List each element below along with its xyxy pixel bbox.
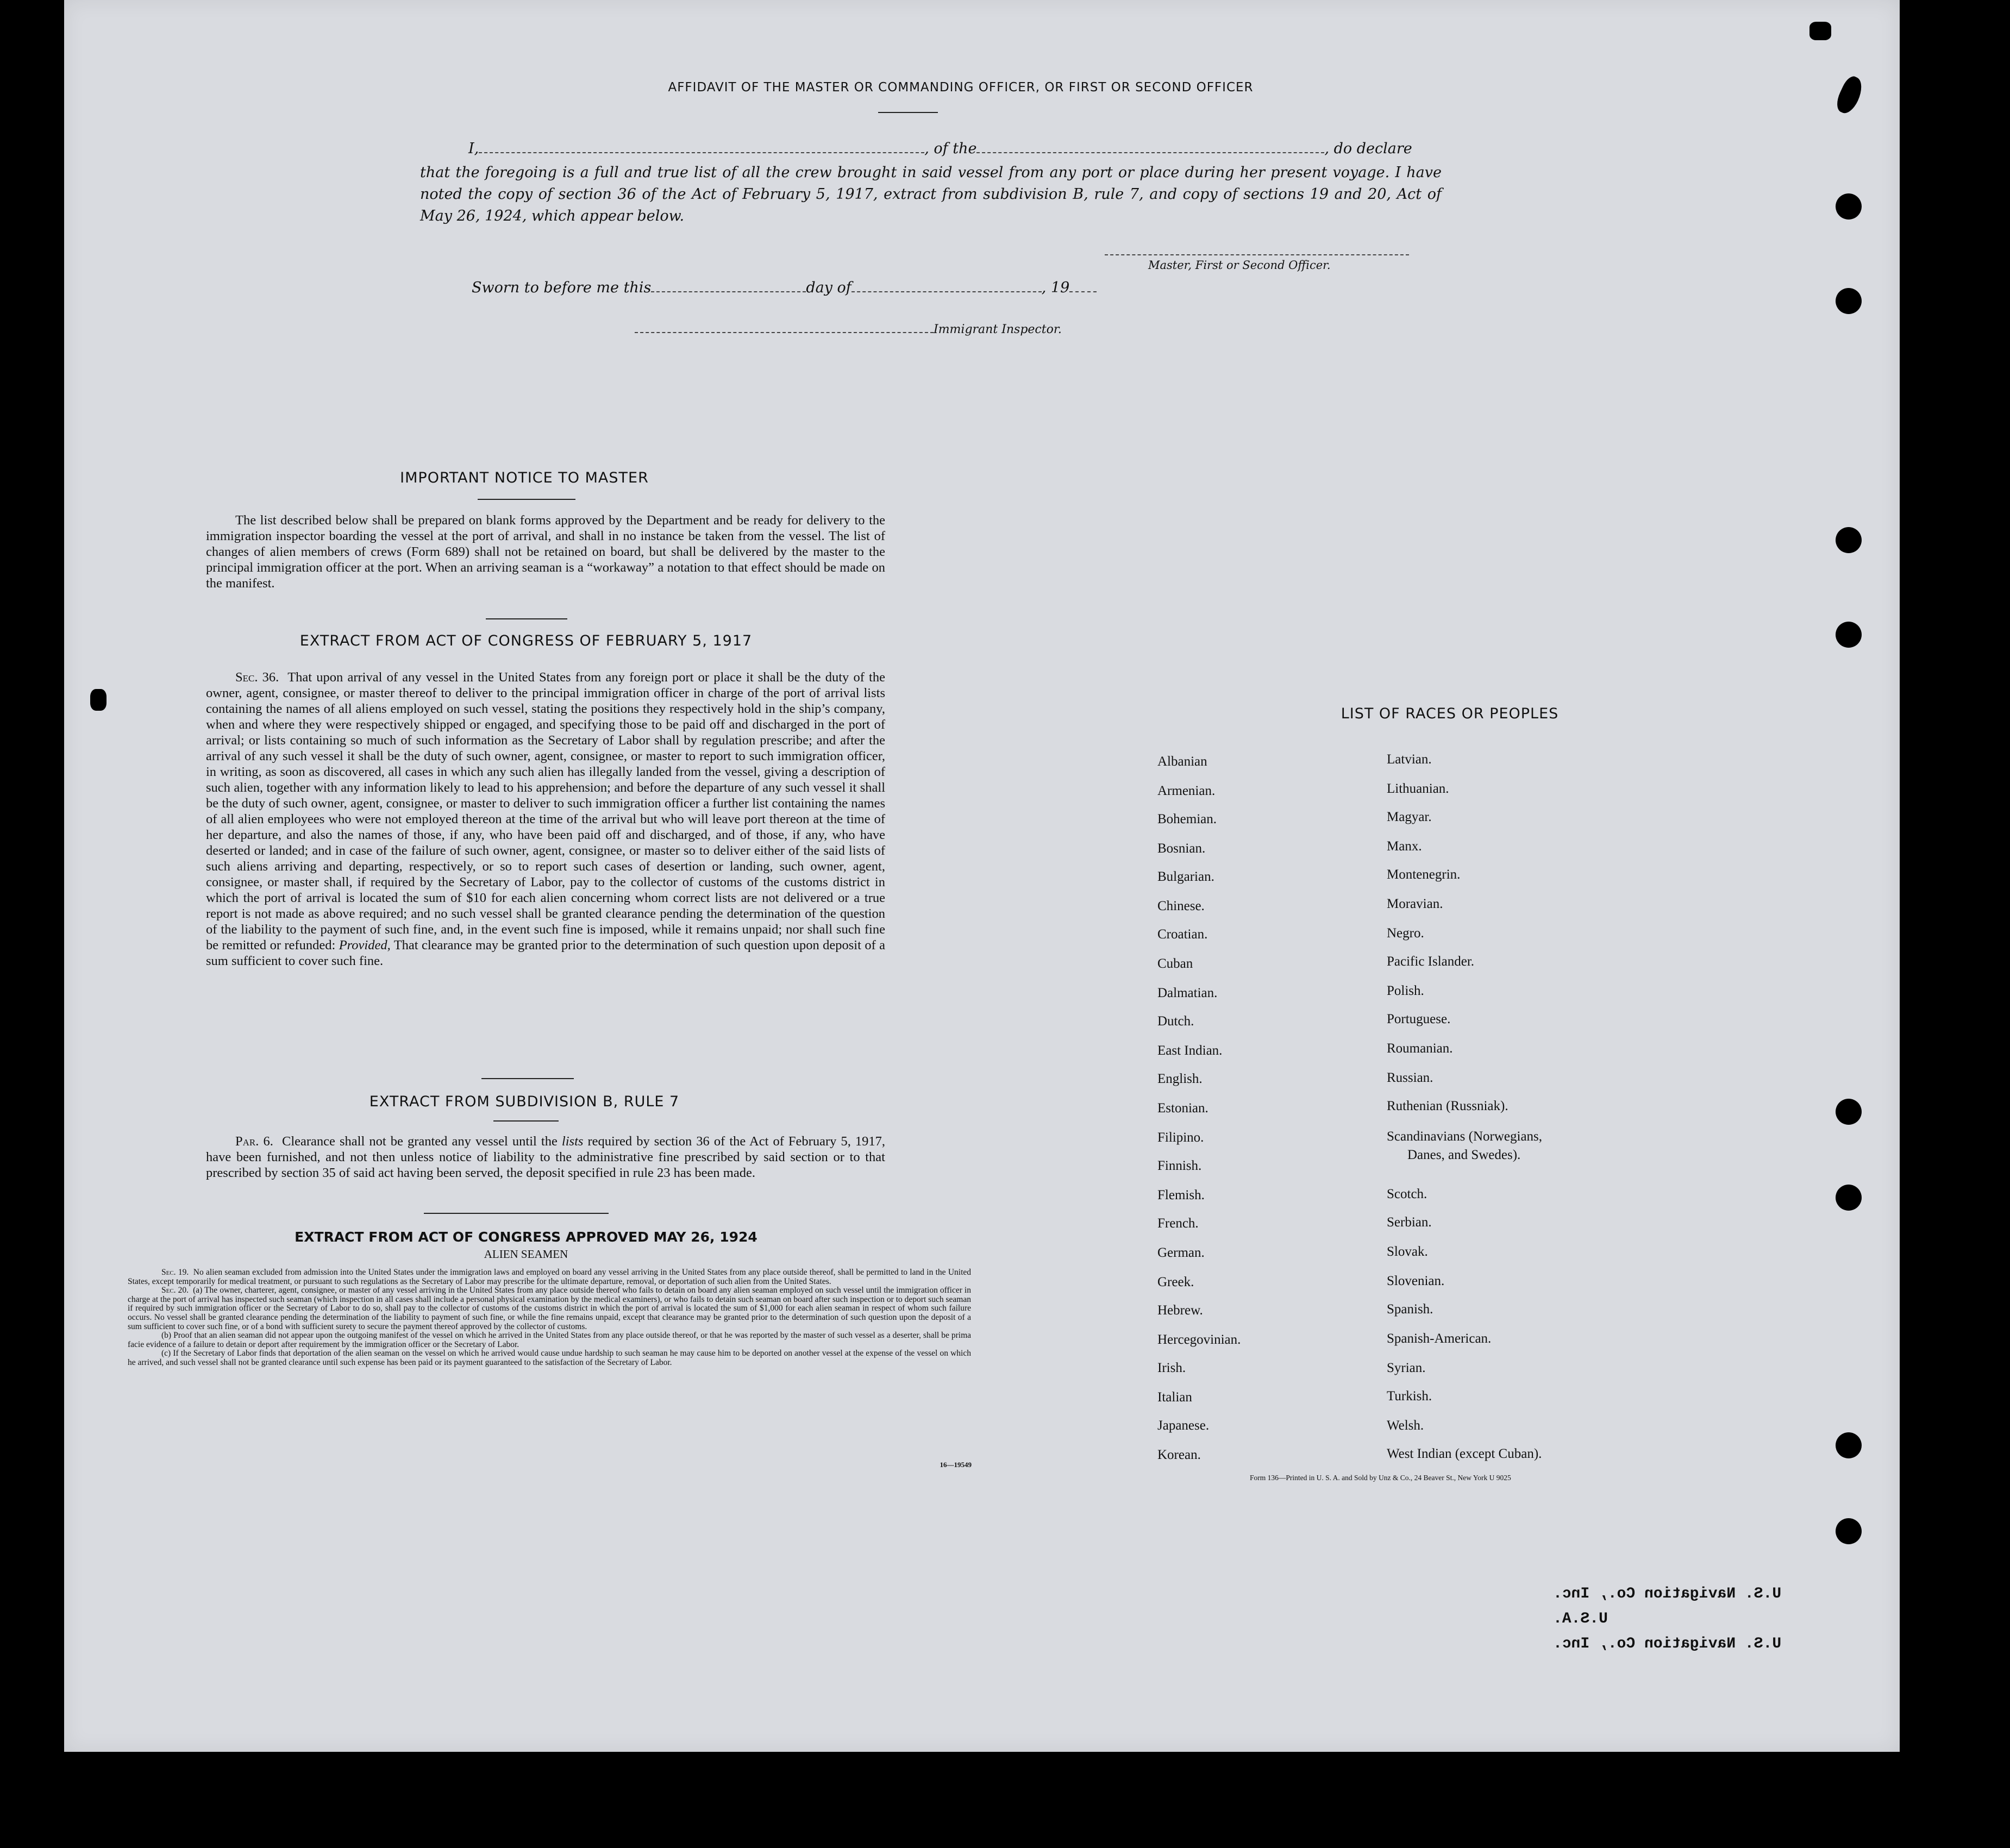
race-item: Chinese. [1157, 899, 1205, 913]
declaration-of-the: , of the [924, 140, 977, 157]
extract-1924-text [128, 1268, 971, 1368]
race-item: Estonian. [1157, 1101, 1208, 1116]
par-6-text-b: required by section 36 of the Act of February 5, 1917, have been furnished, and not then unless notice of liability to the administrative fine prescribed by said section or to that prescribed by section 35 of said act having been served, the deposit specified in rule 23 has been made. [206, 1134, 886, 1180]
sworn-prefix: Sworn to before me this [472, 279, 652, 296]
race-item: Dutch. [1157, 1014, 1194, 1029]
race-item: Roumanian. [1387, 1041, 1453, 1056]
sworn-month-field[interactable] [851, 291, 1042, 292]
affidavit-title: AFFIDAVIT OF THE MASTER OR COMMANDING OFFICER, OR FIRST OR SECOND OFFICER [668, 80, 1254, 95]
sec-19-paragraph [128, 1268, 971, 1286]
rule-7-end-rule [424, 1213, 609, 1214]
race-item: Slovak. [1387, 1244, 1428, 1259]
notice-text: The list described below shall be prepared on blank forms approved by the Department and be ready for delivery to the immigration inspector boarding the vessel at the port of arrival, and shall in no instance be taken from the vessel. The list of changes of alien members of crews (Form 689) shall not be retained on board, but shall be delivered by the master to the principal immigration officer at the port. When an arriving seaman is a “workaway” a notation to that effect should be made on the manifest. [206, 513, 885, 591]
punch-hole [1836, 288, 1862, 314]
race-item: Flemish. [1157, 1188, 1205, 1202]
punch-hole [1836, 1185, 1862, 1211]
extract-1924-title: EXTRACT FROM ACT OF CONGRESS APPROVED MAY 26, 1924 [295, 1229, 757, 1245]
race-item: Syrian. [1387, 1361, 1426, 1375]
sworn-line [472, 279, 1097, 296]
sec-19-text: No alien seaman excluded from admission into the United States under the immigration laws and employed on board any vessel arriving in the United States from any place outside thereof, shall be permitted to land in the United States, except temporarily for medical treatment, or pursuant to such regulations as the Secretary of Labor may prescribe for the ultimate departure, removal, or deportation of such alien from the United States. [128, 1268, 972, 1286]
vessel-blank-field[interactable] [976, 152, 1324, 153]
race-item: Dalmatian. [1157, 986, 1218, 1000]
declaration-i: I, [468, 140, 479, 157]
form-code: 16—19549 [940, 1461, 972, 1469]
rule-7-text [206, 1133, 885, 1181]
inspector-label: Immigrant Inspector. [934, 323, 1062, 336]
declaration-line [468, 140, 1544, 157]
sec-36-end: That clearance may be granted prior to the determination of such question upon deposit of a sum sufficient to cover such fine. [206, 938, 886, 968]
inspector-line [635, 323, 1062, 336]
race-item: East Indian. [1157, 1043, 1223, 1058]
race-item: Armenian. [1157, 784, 1216, 798]
name-blank-field[interactable] [479, 152, 924, 153]
master-signature-label: Master, First or Second Officer. [1148, 259, 1331, 272]
race-item: Hercegovinian. [1157, 1332, 1241, 1347]
race-item: Serbian. [1387, 1215, 1432, 1230]
printer-note: Form 136—Printed in U. S. A. and Sold by Unz & Co., 24 Beaver St., New York U 9025 [1250, 1474, 1511, 1482]
race-item: Magyar. [1387, 810, 1432, 824]
race-item: Filipino. [1157, 1130, 1204, 1145]
race-item: Welsh. [1387, 1418, 1424, 1433]
extract-1917-text [206, 669, 885, 969]
notice-rule [478, 499, 575, 500]
declaration-paragraph: that the foregoing is a full and true list of all the crew brought in said vessel from any port or place during her present voyage. I have noted the copy of section 36 of the Act of February 5, 1917, extract from subdivision B, rule 7, and copy of sections 19 and 20, Act of May 26, 1924, which appear below. [420, 164, 1442, 224]
sworn-day-of: day of [806, 279, 851, 296]
master-signature-line[interactable] [1105, 254, 1409, 255]
race-item: Spanish. [1387, 1302, 1433, 1317]
race-item: Korean. [1157, 1448, 1201, 1462]
sworn-year-field[interactable] [1069, 291, 1097, 292]
lists-word: lists [561, 1134, 584, 1149]
race-item: Negro. [1387, 926, 1424, 941]
race-item: Italian [1157, 1390, 1192, 1405]
sec-36-body: That upon arrival of any vessel in the United States from any foreign port or place it shall be the duty of the owner, agent, consignee, or master thereof to deliver to the principal immigration officer in charge of the port of arrival lists containing the names of all aliens employed on such vessel, stating the positions they respectively hold in the ship’s company, when and where they were respectively shipped or engaged, and specifying those to be paid off and discharged in the port of arrival; or lists containing so much of such information as the Secretary of Labor shall by regulation prescribe; and after the arrival of any such vessel it shall be the duty of such owner, agent, consignee, or master to report to such immigration officer, in writing, as soon as discovered, all cases in which any such alien has illegally landed from the vessel, giving a description of such alien, together with any information likely to lead to his apprehension; and before the departure of any such vessel it shall be the duty of such owner, agent, consignee, or master to deliver to such immigration officer a further list containing the names of all alien employees who were not employed thereon at the time of the arrival but who will leave port thereon at the time of her departure, and also the names of those, if any, who have been paid off and discharged, and of those, if any, who have deserted or landed; and in case of the failure of such owner, agent, consignee, or master so to deliver either of the said lists of such aliens arriving and departing, respectively, or so to report such cases of desertion or landing, such owner, agent, consignee, or master shall, if required by the Secretary of Labor, pay to the collector of customs of the customs district in which the port of arrival is located the sum of $10 for each alien concerning whom correct lists are not delivered or a true report is not made as above required; and no such vessel shall be granted clearance pending the determination of the question of the liability to the payment of such fine, and, in the event such fine is imposed, while it remains unpaid; nor shall such fine be remitted or refunded: [206, 670, 885, 953]
punch-hole [1836, 1432, 1862, 1458]
race-item: Scandinavians (Norwegians, [1387, 1129, 1543, 1144]
stamp-line-2: U.S.A. [1553, 1611, 1608, 1627]
race-item: Spanish-American. [1387, 1331, 1492, 1346]
ink-blot-mark [1809, 22, 1831, 40]
ink-blot-mark [90, 689, 107, 711]
stamp-line-1: U.S. Navigation Co., Inc. [1553, 1586, 1782, 1602]
race-item: Portuguese. [1387, 1012, 1451, 1026]
title-rule [878, 112, 938, 113]
race-item: English. [1157, 1072, 1203, 1086]
race-item: Finnish. [1157, 1158, 1202, 1173]
race-item: Ruthenian (Russniak). [1387, 1099, 1508, 1113]
notice-end-rule [486, 618, 567, 619]
punch-hole [1836, 193, 1862, 220]
sworn-day-field[interactable] [651, 291, 806, 292]
punch-hole [1836, 622, 1862, 648]
punch-hole [1836, 1518, 1862, 1544]
par-6-text-a: Clearance shall not be granted any vessel until the [282, 1134, 558, 1149]
sec-20b-paragraph: (b) Proof that an alien seaman did not appear upon the outgoing manifest of the vessel on which he arrived in the United States from any place outside thereof, or that he was reported by the master of such vessel as a deserter, shall be prima facie evidence of a failure to detain or deport after requirement by the immigration officer or the Secretary of Labor. [128, 1331, 971, 1349]
race-item: Irish. [1157, 1361, 1186, 1375]
extract-1917-end-rule [481, 1078, 574, 1079]
race-item: Polish. [1387, 983, 1424, 998]
extract-1917-title: EXTRACT FROM ACT OF CONGRESS OF FEBRUARY 5, 1917 [299, 632, 753, 649]
race-item: Pacific Islander. [1387, 954, 1475, 969]
race-item: Turkish. [1387, 1389, 1432, 1404]
race-item: Bulgarian. [1157, 869, 1214, 884]
sec-20-label: Sec. 20. [161, 1286, 189, 1295]
race-item: Latvian. [1387, 752, 1432, 767]
race-item: West Indian (except Cuban). [1387, 1446, 1542, 1461]
sec-20a-text: (a) The owner, charterer, agent, consignee, or master of any vessel arriving in the United States from any place outside thereof who fails to detain on board any alien seaman employed on such vessel until the immigration officer in charge at the port of arrival has inspected such seaman (which inspection in all cases shall include a personal physical examination by the medical examiners), or who fails to detain such seaman on board after such inspection or to deport such seaman if required by such immigration officer or the Secretary of Labor to do so, shall pay to the collector of customs of the customs district in which the port of arrival is located the sum of $1,000 for each alien seaman in respect of whom such failure occurs. No vessel shall be granted clearance pending the determination of the liability to payment of such fine, or while the fine remains unpaid, except that clearance may be granted prior to the determination of such question upon the deposit of a sum sufficient to cover such fine, or of a bond with sufficient surety to secure the payment thereof approved by the collector of customs. [128, 1286, 971, 1331]
race-item: Albanian [1157, 754, 1207, 769]
race-item: Bosnian. [1157, 841, 1206, 856]
race-item: Japanese. [1157, 1418, 1210, 1433]
race-item: Danes, and Swedes). [1407, 1148, 1521, 1162]
race-item: Scotch. [1387, 1187, 1427, 1201]
sec-20c-paragraph: (c) If the Secretary of Labor finds that deportation of the alien seaman on the vessel on which he arrived would cause undue hardship to such seaman he may cause him to be deported on another vessel at the expense of the vessel on which he arrived, and such vessel shall not be granted clearance until such expense has been paid or its payment guaranteed to the satisfaction of the Secretary of Labor. [128, 1349, 971, 1367]
rule-7-rule [493, 1120, 559, 1122]
notice-title: IMPORTANT NOTICE TO MASTER [400, 469, 649, 486]
race-item: Lithuanian. [1387, 781, 1449, 796]
document-page [64, 0, 1900, 1752]
race-item: Russian. [1387, 1070, 1433, 1085]
par-6-label: Par. 6. [235, 1134, 273, 1149]
race-item: Croatian. [1157, 927, 1208, 942]
race-item: Cuban [1157, 956, 1193, 971]
race-item: French. [1157, 1216, 1199, 1231]
stamp-line-3: U.S. Navigation Co., Inc. [1553, 1636, 1782, 1652]
race-item: Greek. [1157, 1275, 1194, 1289]
race-item: Hebrew. [1157, 1303, 1203, 1318]
rule-7-title: EXTRACT FROM SUBDIVISION B, RULE 7 [369, 1093, 680, 1110]
punch-hole [1836, 1099, 1862, 1125]
race-item: Slovenian. [1387, 1274, 1445, 1288]
declaration-do-declare: , do declare [1324, 140, 1412, 157]
sworn-year: , 19 [1041, 279, 1070, 296]
race-item: Montenegrin. [1387, 867, 1461, 882]
punch-hole [1836, 527, 1862, 553]
race-item: Moravian. [1387, 897, 1443, 911]
provided-word: Provided, [339, 938, 391, 953]
inspector-signature-field[interactable] [635, 332, 934, 333]
races-title: LIST OF RACES OR PEOPLES [1341, 705, 1559, 722]
sec-19-label: Sec. 19. [161, 1268, 189, 1277]
race-item: Bohemian. [1157, 812, 1217, 826]
race-item: Manx. [1387, 839, 1422, 854]
sec-20a-paragraph [128, 1286, 971, 1331]
race-item: German. [1157, 1245, 1205, 1260]
sec-36-label: Sec. 36. [235, 670, 279, 685]
alien-seamen-subtitle: ALIEN SEAMEN [484, 1248, 568, 1261]
